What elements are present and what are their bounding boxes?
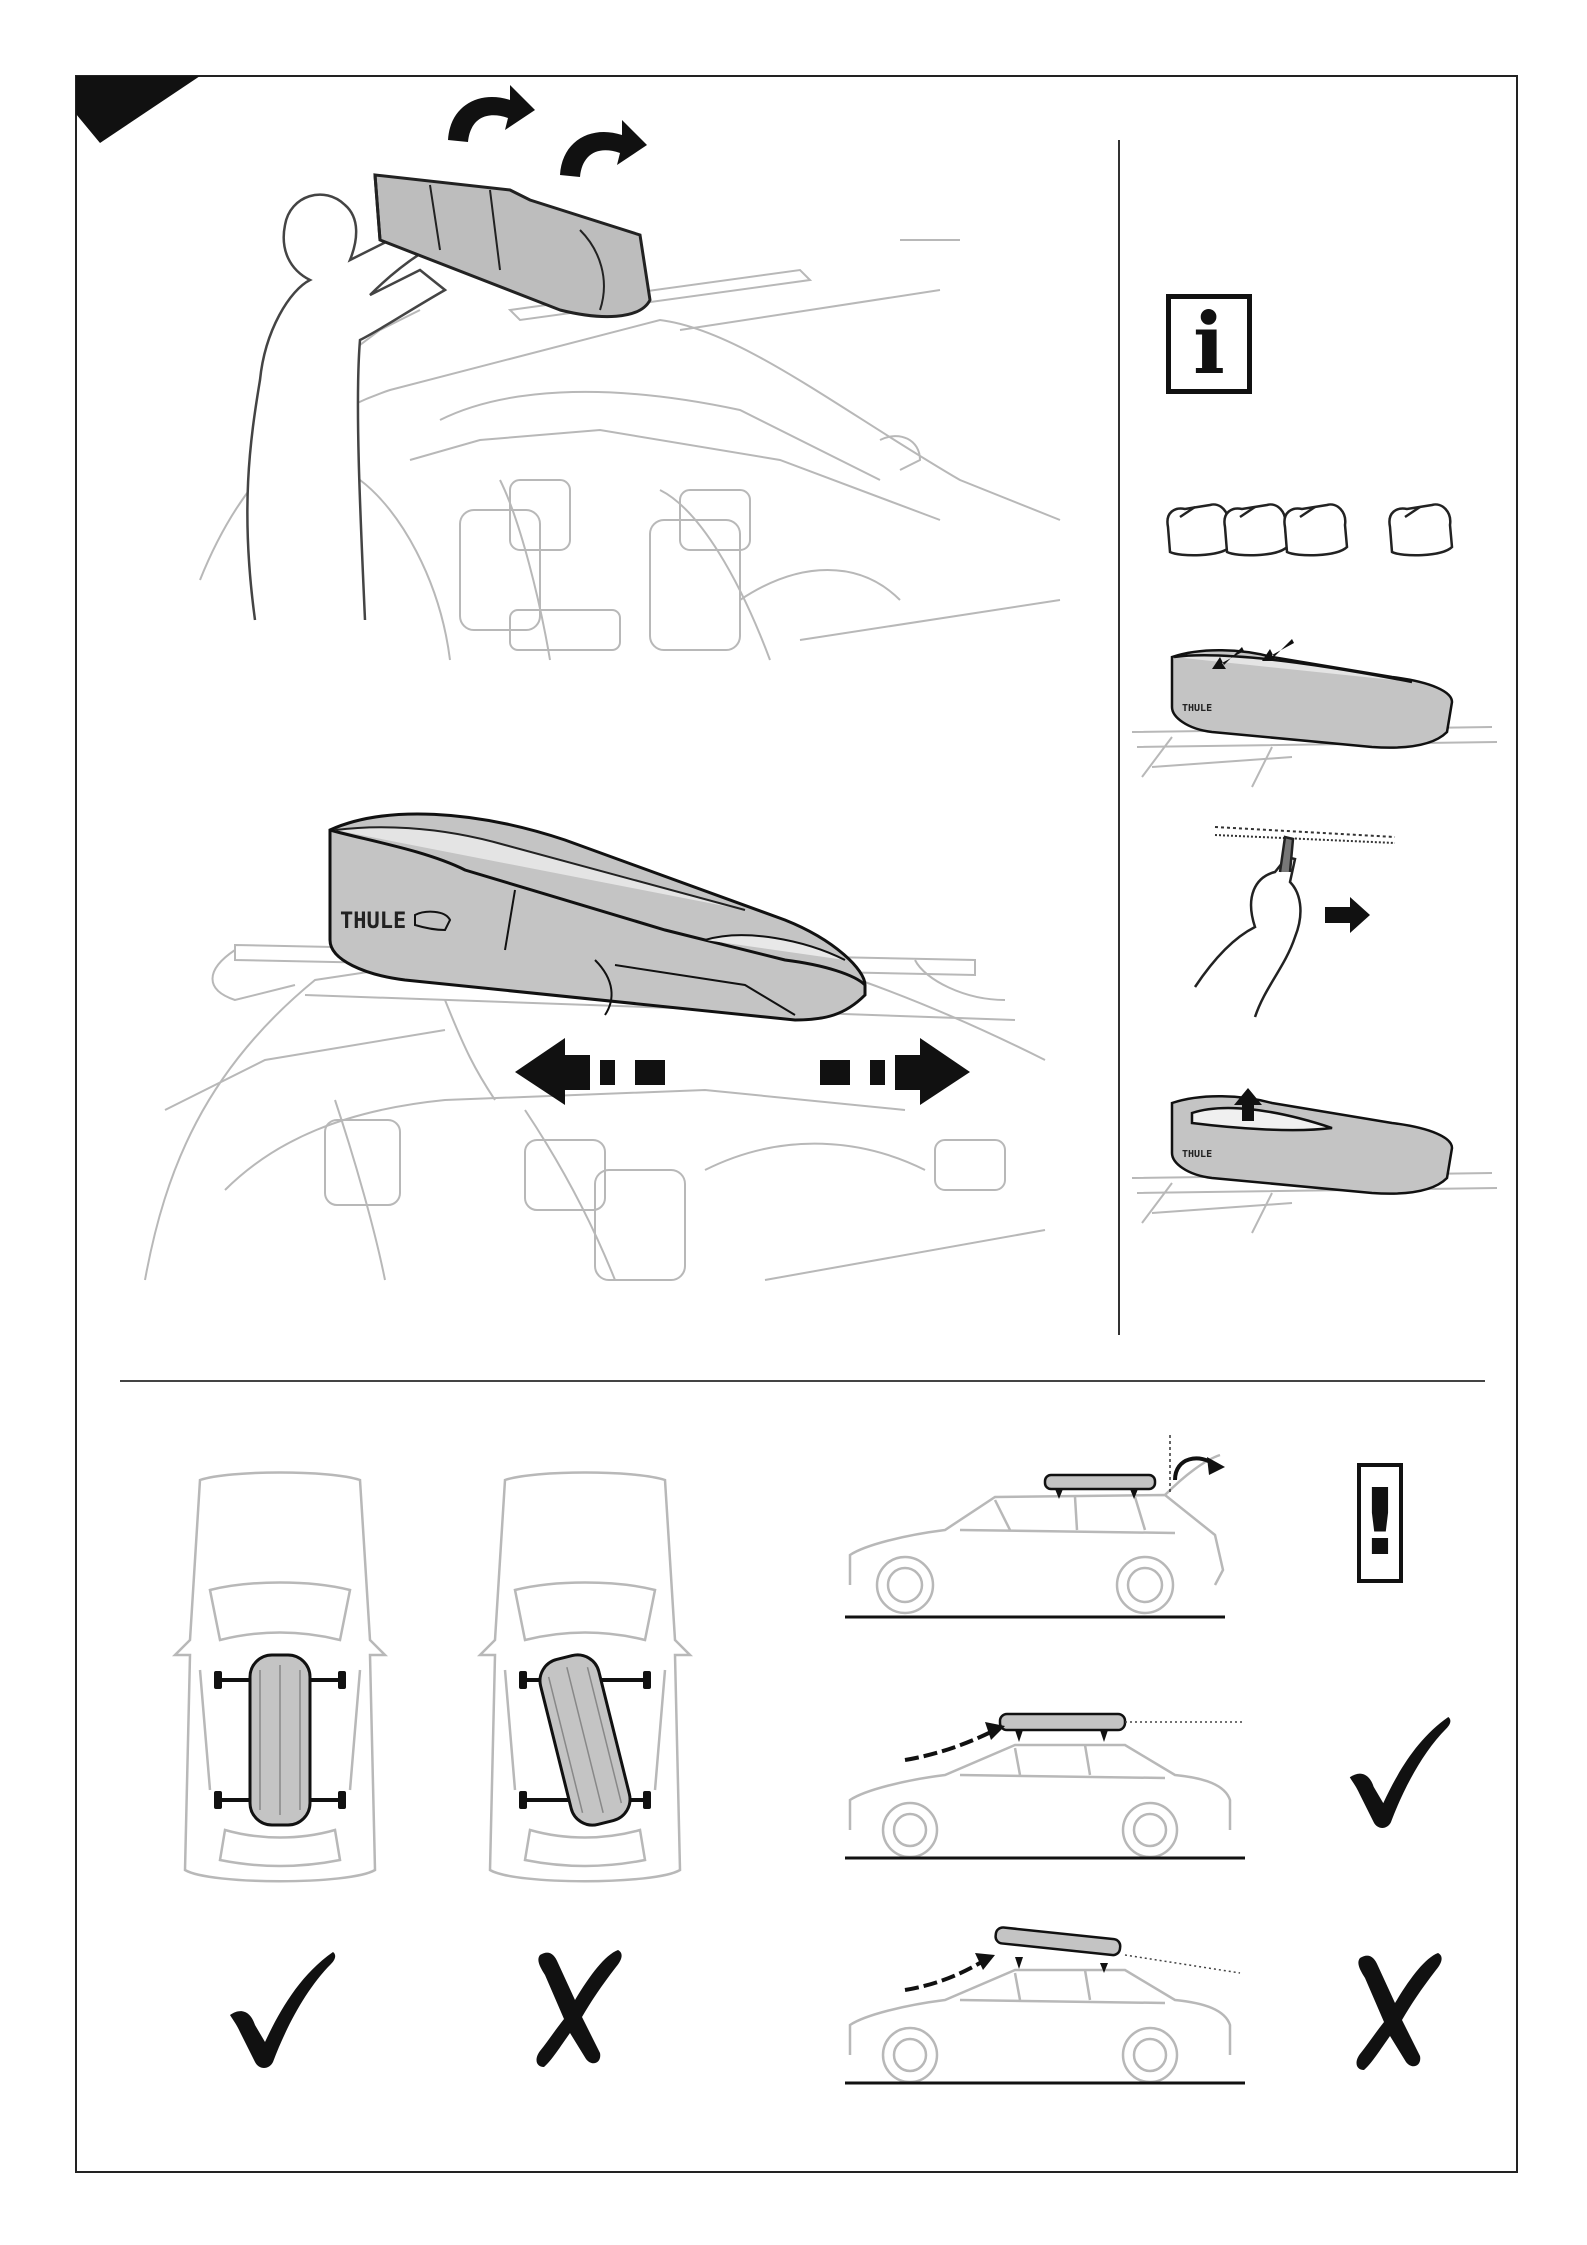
car-topview-correct — [170, 1470, 390, 1890]
vertical-divider — [1118, 140, 1120, 1335]
zipper-pull-detail — [1195, 817, 1395, 1017]
svg-text:THULE: THULE — [1182, 703, 1213, 714]
illustration-position-bag — [145, 810, 1065, 1280]
info-icon: i — [1166, 294, 1252, 394]
illustration-unroll-bag — [180, 180, 1080, 680]
car-sideview-tailgate — [845, 1435, 1230, 1625]
car-sideview-incorrect — [845, 1915, 1245, 2085]
cross-icon — [530, 1945, 625, 2070]
checkmark-icon — [1345, 1715, 1455, 1830]
svg-text:THULE: THULE — [340, 909, 407, 934]
car-sideview-correct — [845, 1690, 1245, 1860]
horizontal-divider — [120, 1380, 1485, 1382]
connector-clamps — [1160, 497, 1480, 567]
car-topview-incorrect — [475, 1470, 695, 1890]
corner-triangle-marker — [76, 76, 201, 144]
checkmark-icon — [225, 1950, 340, 2070]
svg-text:THULE: THULE — [1182, 1149, 1213, 1160]
cross-icon — [1350, 1948, 1445, 2073]
bag-detail-open — [1132, 1083, 1502, 1233]
bag-detail-press — [1132, 637, 1502, 787]
exclamation-icon: ! — [1357, 1463, 1403, 1583]
